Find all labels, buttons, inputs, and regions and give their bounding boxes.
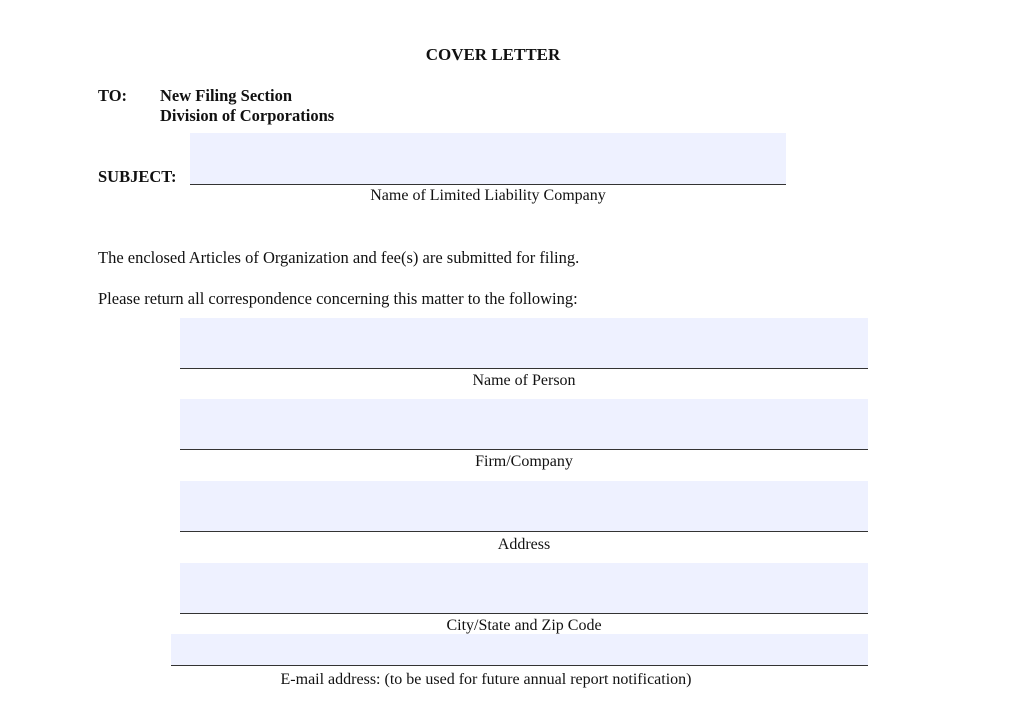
recipient-line-1: New Filing Section bbox=[160, 86, 292, 105]
subject-caption: Name of Limited Liability Company bbox=[370, 187, 606, 204]
name-of-person-caption: Name of Person bbox=[472, 372, 576, 389]
page-title: COVER LETTER bbox=[425, 45, 561, 64]
email-address-field[interactable] bbox=[171, 634, 868, 666]
subject-company-name-field[interactable] bbox=[190, 133, 786, 185]
firm-company-caption: Firm/Company bbox=[475, 453, 573, 470]
recipient-line-2: Division of Corporations bbox=[160, 106, 335, 125]
address-caption: Address bbox=[497, 536, 551, 553]
email-address-caption: E-mail address: (to be used for future annual report notification) bbox=[280, 671, 692, 688]
city-state-zip-field[interactable] bbox=[180, 563, 868, 614]
firm-company-field[interactable] bbox=[180, 399, 868, 450]
body-paragraph-2: Please return all correspondence concerning this matter to the following: bbox=[98, 289, 578, 308]
address-field[interactable] bbox=[180, 481, 868, 532]
city-state-zip-caption: City/State and Zip Code bbox=[446, 617, 602, 634]
body-paragraph-1: The enclosed Articles of Organization and fee(s) are submitted for filing. bbox=[98, 248, 580, 267]
subject-label: SUBJECT: bbox=[98, 167, 177, 186]
name-of-person-field[interactable] bbox=[180, 318, 868, 369]
to-label: TO: bbox=[98, 86, 128, 105]
